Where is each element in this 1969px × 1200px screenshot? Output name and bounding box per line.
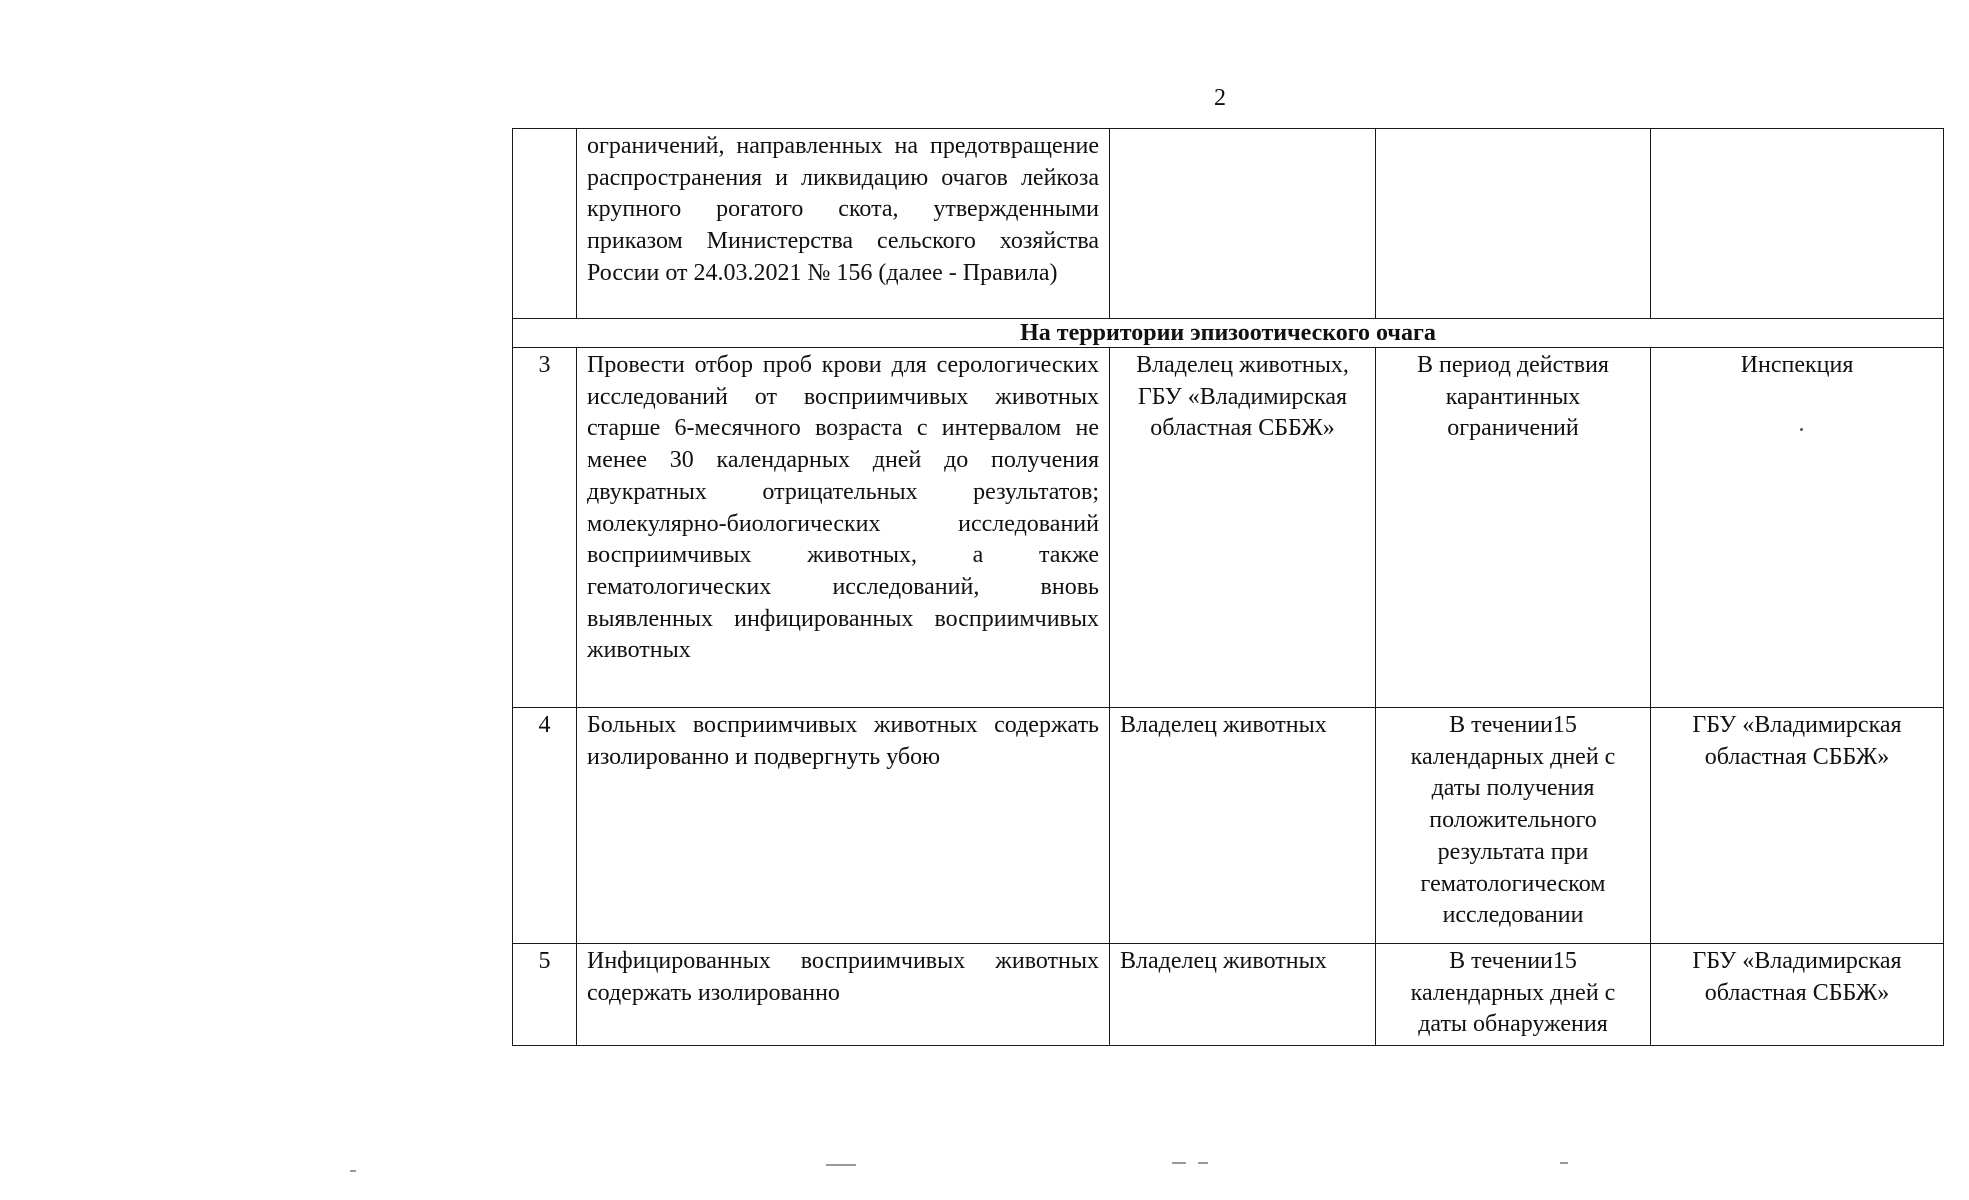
measures-table <box>512 128 1944 1046</box>
table-row <box>513 708 1944 944</box>
scan-speck <box>1800 428 1803 431</box>
continuation-row <box>513 129 1944 319</box>
section-title: На территории эпизоотического очага <box>513 319 1944 348</box>
continuation-num-cell <box>513 129 577 319</box>
continuation-deadline-cell <box>1376 129 1651 319</box>
scan-artifact <box>350 1170 356 1172</box>
measure-text: Инфицированных восприимчивых животных содержать изолированно <box>577 944 1110 1046</box>
section-header-row <box>513 319 1944 348</box>
executor-text: Владелец животных <box>1110 708 1376 944</box>
responsible-text: ГБУ «Владимирская областная СББЖ» <box>1651 708 1944 944</box>
continuation-executor-cell <box>1110 129 1376 319</box>
continuation-responsible-cell <box>1651 129 1944 319</box>
scan-artifact <box>1560 1162 1568 1164</box>
scan-artifact <box>1198 1162 1208 1164</box>
responsible-text: ГБУ «Владимирская областная СББЖ» <box>1651 944 1944 1046</box>
row-number: 3 <box>513 348 577 708</box>
executor-text: Владелец животных <box>1110 944 1376 1046</box>
measure-text: Провести отбор проб крови для серологических исследований от восприимчивых животных старше 6-месячного возраста с интервалом не менее 30 календарных дней до получения двукратных отрицательных результатов; молекулярно-биологических исследований восприимчивых животных, а также гематологических исследований, вновь выявленных инфицированных восприимчивых животных <box>577 348 1110 708</box>
deadline-text: В течении15 календарных дней с даты обнаружения <box>1376 944 1651 1046</box>
table-row <box>513 348 1944 708</box>
continuation-text: ограничений, направленных на предотвращение распространения и ликвидацию очагов лейкоза крупного рогатого скота, утвержденными приказом Министерства сельского хозяйства России от 24.03.2021 № 156 (далее - Правила) <box>577 129 1110 319</box>
table-row <box>513 944 1944 1046</box>
scan-artifact <box>826 1164 856 1166</box>
measure-text: Больных восприимчивых животных содержать изолированно и подвергнуть убою <box>577 708 1110 944</box>
page-number: 2 <box>1214 85 1226 111</box>
responsible-text: Инспекция <box>1651 348 1944 708</box>
row-number: 5 <box>513 944 577 1046</box>
scan-artifact <box>1172 1162 1186 1164</box>
executor-text: Владелец животных, ГБУ «Владимирская областная СББЖ» <box>1110 348 1376 708</box>
row-number: 4 <box>513 708 577 944</box>
deadline-text: В период действия карантинных ограничений <box>1376 348 1651 708</box>
deadline-text: В течении15 календарных дней с даты получения положительного результата при гематологическом исследовании <box>1376 708 1651 944</box>
